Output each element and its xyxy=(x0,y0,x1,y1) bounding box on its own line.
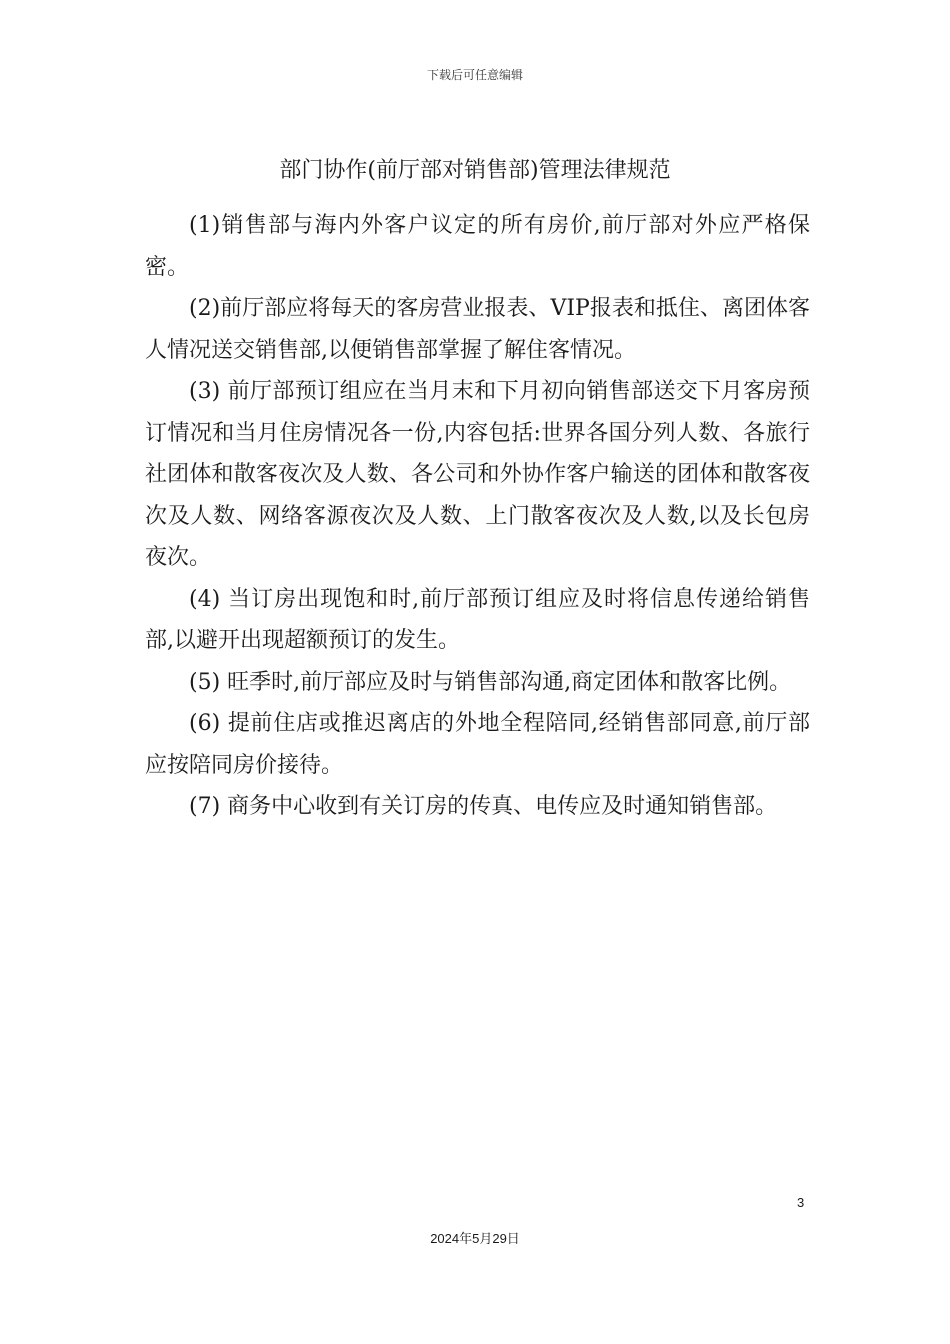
paragraph-7: (7) 商务中心收到有关订房的传真、电传应及时通知销售部。 xyxy=(189,794,778,819)
paragraph-3: (3) 前厅部预订组应在当月末和下月初向销售部送交下月客房预订情况和当月住房情况各一份,内容包括:世界各国分列人数、各旅行社团体和散客夜次及人数、各公司和外协作客户输送的团体和散客夜次及人数、网络客源夜次及人数、上门散客夜次及人数,以及长包房夜次。 xyxy=(145,379,810,570)
document-title: 部门协作(前厅部对销售部)管理法律规范 xyxy=(279,158,671,183)
paragraph-5: (5) 旺季时,前厅部应及时与销售部沟通,商定团体和散客比例。 xyxy=(189,669,792,695)
header-note: 下载后可任意编辑 xyxy=(426,68,523,82)
paragraph-4: (4) 当订房出现饱和时,前厅部预订组应及时将信息传递给销售部,以避开出现超额预订的发生。 xyxy=(145,586,810,653)
document-body xyxy=(145,205,810,828)
page-number: 3 xyxy=(797,1195,805,1210)
footer-date: 2024年5月29日 xyxy=(430,1231,520,1246)
paragraph-1: (1)销售部与海内外客户议定的所有房价,前厅部对外应严格保密。 xyxy=(145,213,810,280)
paragraph-6: (6) 提前住店或推迟离店的外地全程陪同,经销售部同意,前厅部应按陪同房价接待。 xyxy=(145,711,810,778)
paragraph-2: (2)前厅部应将每天的客房营业报表、VIP报表和抵住、离团体客人情况送交销售部,以便销售部掌握了解住客情况。 xyxy=(145,296,810,363)
